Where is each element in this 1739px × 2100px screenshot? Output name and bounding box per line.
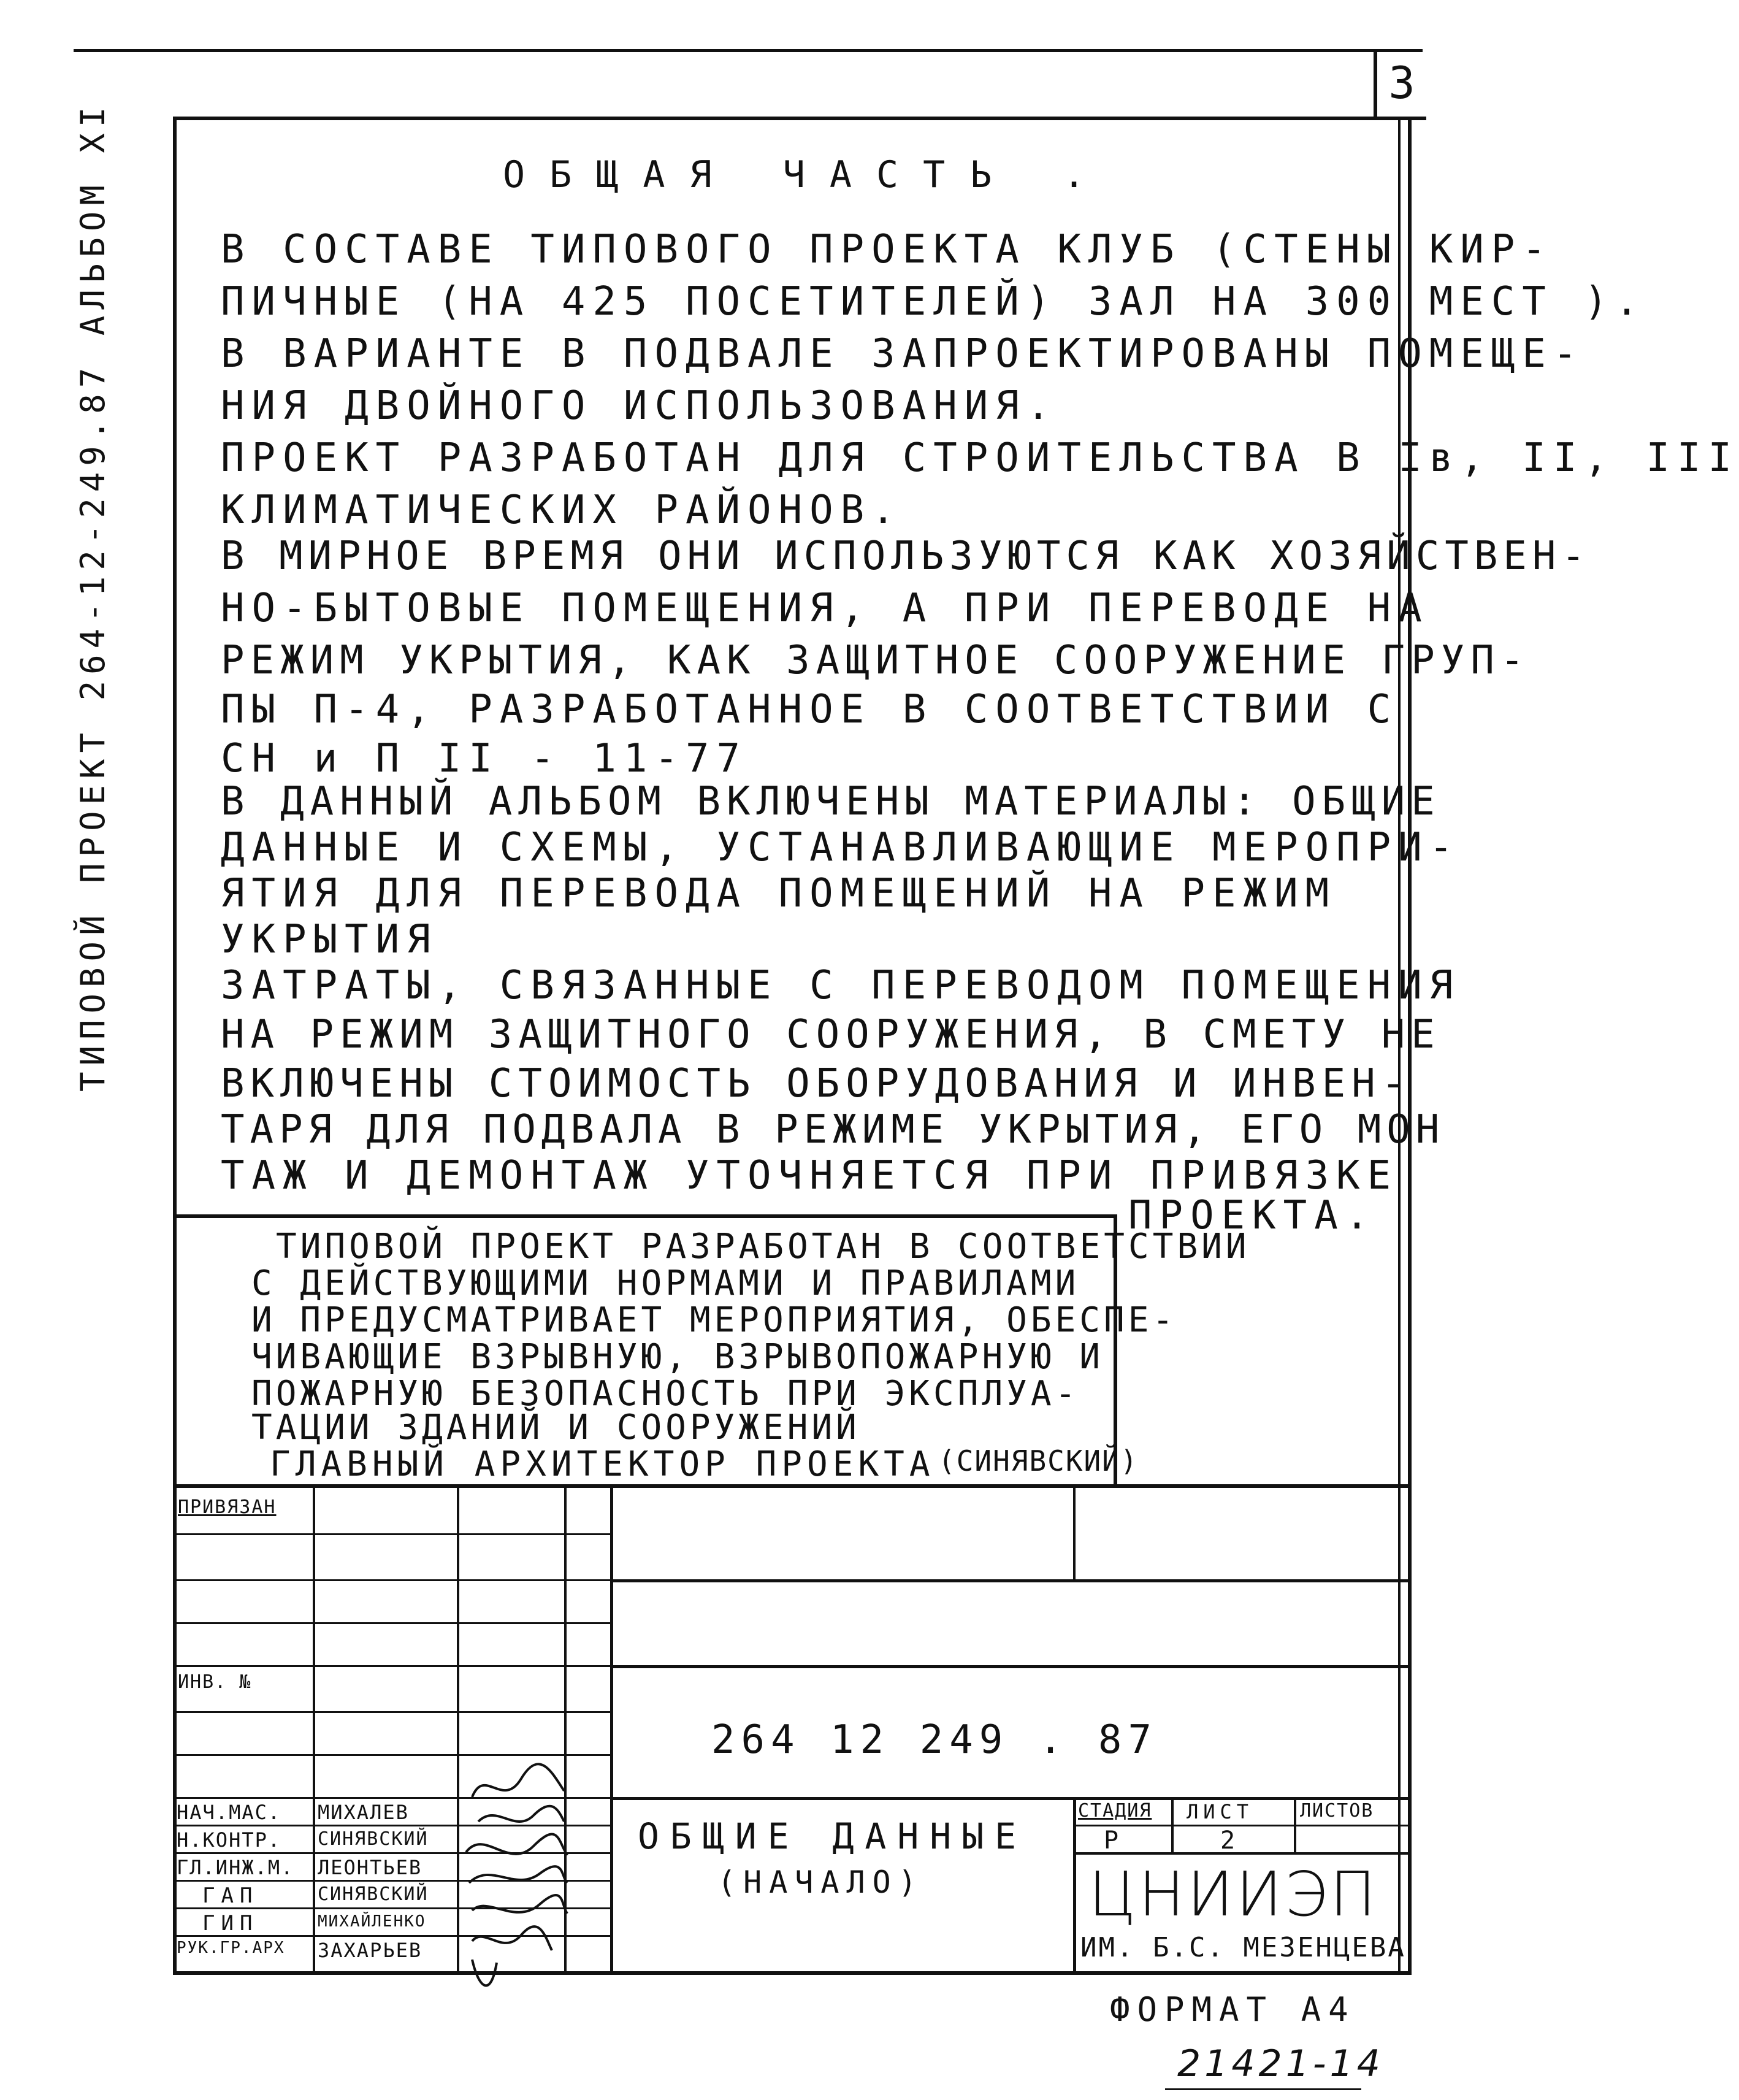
sheet-number: 2 [1220,1826,1237,1855]
archive-number: 21421-14 [1177,2042,1384,2085]
text-line: КЛИМАТИЧЕСКИХ РАЙОНОВ. [221,488,903,533]
role-label: Н.КОНТР. [177,1828,281,1852]
archive-underline [1165,2088,1361,2090]
album-side-title: ТИПОВОЙ ПРОЕКТ 264-12-249.87 АЛЬБОМ XI [74,101,112,1092]
organization-subtitle: ИМ. Б.С. МЕЗЕНЦЕВА [1080,1932,1406,1963]
grid-row [173,1711,613,1713]
sheets-count-label: ЛИСТОВ [1300,1800,1374,1822]
person-name: ЛЕОНТЬЕВ [318,1856,422,1879]
role-label: ГАП [202,1883,259,1908]
text-line: ПИЧНЫЕ (НА 425 ПОСЕТИТЕЛЕЙ) ЗАЛ НА 300 МЕСТ ). [221,279,1646,324]
stage-label: СТАДИЯ [1078,1800,1152,1822]
statement-line: И ПРЕДУСМАТРИВАЕТ МЕРОПРИЯТИЯ, ОБЕСПЕ- [251,1300,1177,1340]
grid-col [1073,1484,1076,1581]
grid-row [173,1622,613,1624]
person-name: МИХАЛЕВ [318,1801,409,1824]
grid-col [457,1484,459,1975]
top-rule [74,49,1423,52]
grid-row [173,1533,613,1535]
statement-line: ТАЦИИ ЗДАНИЙ И СООРУЖЕНИЙ [251,1408,860,1447]
attached-label: ПРИВЯЗАН [178,1496,277,1518]
text-line: ЯТИЯ ДЛЯ ПЕРЕВОДА ПОМЕЩЕНИЙ НА РЕЖИМ [221,871,1337,916]
person-name: СИНЯВСКИЙ [318,1883,429,1905]
role-label: ГИП [202,1911,259,1936]
grid-row [1073,1852,1412,1855]
role-label: НАЧ.МАС. [177,1801,281,1824]
title-block-top [173,1484,1412,1488]
grid-row [610,1797,1412,1800]
signatures [460,1730,570,2006]
grid-row [610,1665,1412,1668]
stage-value: Р [1104,1826,1120,1855]
person-name: МИХАЙЛЕНКО [318,1912,426,1931]
statement-line: ЧИВАЮЩИЕ ВЗРЫВНУЮ, ВЗРЫВОПОЖАРНУЮ И [251,1337,1104,1377]
text-line: УКРЫТИЯ [221,917,438,962]
role-label: РУК.ГР.АРХ [177,1939,285,1957]
statement-line: ТИПОВОЙ ПРОЕКТ РАЗРАБОТАН В СООТВЕТСТВИИ [276,1227,1250,1267]
text-line: ПРОЕКТ РАЗРАБОТАН ДЛЯ СТРОИТЕЛЬСТВА В Iв, II, III [221,435,1739,481]
sheet-title: ОБЩИЕ ДАННЫЕ [638,1815,1028,1857]
role-label: ГЛ.ИНЖ.М. [177,1856,294,1879]
text-line: НО-БЫТОВЫЕ ПОМЕЩЕНИЯ, А ПРИ ПЕРЕВОДЕ НА [221,586,1429,631]
text-line: НИЯ ДВОЙНОГО ИСПОЛЬЗОВАНИЯ. [221,383,1058,429]
chief-architect-label: ГЛАВНЫЙ АРХИТЕКТОР ПРОЕКТА [270,1444,935,1484]
text-line: ТАЖ И ДЕМОНТАЖ УТОЧНЯЕТСЯ ПРИ ПРИВЯЗКЕ [221,1153,1399,1198]
grid-row [1073,1825,1412,1826]
statement-line: С ДЕЙСТВУЮЩИМИ НОРМАМИ И ПРАВИЛАМИ [251,1263,1080,1303]
grid-col [610,1484,613,1975]
page-title: ОБЩАЯ ЧАСТЬ . [503,153,1110,196]
chief-architect-name: (СИНЯВСКИЙ) [938,1444,1139,1477]
grid-row [610,1579,1412,1582]
text-line: В СОСТАВЕ ТИПОВОГО ПРОЕКТА КЛУБ (СТЕНЫ КИР- [221,227,1553,272]
text-line: ЗАТРАТЫ, СВЯЗАННЫЕ С ПЕРЕВОДОМ ПОМЕЩЕНИЯ [221,963,1461,1008]
text-line: В ВАРИАНТЕ В ПОДВАЛЕ ЗАПРОЕКТИРОВАНЫ ПОМЕЩЕ- [221,331,1584,377]
person-name: ЗАХАРЬЕВ [318,1939,422,1962]
text-line: НА РЕЖИМ ЗАЩИТНОГО СООРУЖЕНИЯ, В СМЕТУ НЕ [221,1012,1441,1057]
text-line: ПЫ П-4, РАЗРАБОТАННОЕ В СООТВЕТСТВИИ С [221,687,1399,732]
text-line: ПРОЕКТА. [1128,1193,1377,1238]
sheet-format: ФОРМАТ А4 [1110,1990,1356,2029]
text-line: В ДАННЫЙ АЛЬБОМ ВКЛЮЧЕНЫ МАТЕРИАЛЫ: ОБЩИЕ [221,779,1441,824]
page-number: 3 [1374,49,1426,120]
text-line: ДАННЫЕ И СХЕМЫ, УСТАНАВЛИВАЮЩИЕ МЕРОПРИ- [221,825,1461,870]
person-name: СИНЯВСКИЙ [318,1828,429,1850]
grid-row [173,1665,613,1667]
statement-line: ПОЖАРНУЮ БЕЗОПАСНОСТЬ ПРИ ЭКСПЛУА- [251,1374,1080,1414]
text-line: РЕЖИМ УКРЫТИЯ, КАК ЗАЩИТНОЕ СООРУЖЕНИЕ ГРУП- [221,638,1531,683]
sheet-subtitle: (НАЧАЛО) [717,1864,924,1900]
inventory-number-label: ИНВ. № [178,1671,252,1693]
grid-row [173,1579,613,1581]
text-line: В МИРНОЕ ВРЕМЯ ОНИ ИСПОЛЬЗУЮТСЯ КАК ХОЗЯЙСТВЕН- [221,534,1591,579]
grid-col [313,1484,315,1975]
text-line: СН и П II - 11-77 [221,736,748,781]
document-code: 264 12 249 . 87 [711,1717,1158,1763]
grid-col [1073,1797,1076,1975]
sheet-label: ЛИСТ [1187,1800,1254,1823]
text-line: ВКЛЮЧЕНЫ СТОИМОСТЬ ОБОРУДОВАНИЯ И ИНВЕН- [221,1061,1412,1106]
text-line: ТАРЯ ДЛЯ ПОДВАЛА В РЕЖИМЕ УКРЫТИЯ, ЕГО МОН [221,1107,1445,1152]
organization-name: ЦНИИЭП [1088,1858,1378,1930]
